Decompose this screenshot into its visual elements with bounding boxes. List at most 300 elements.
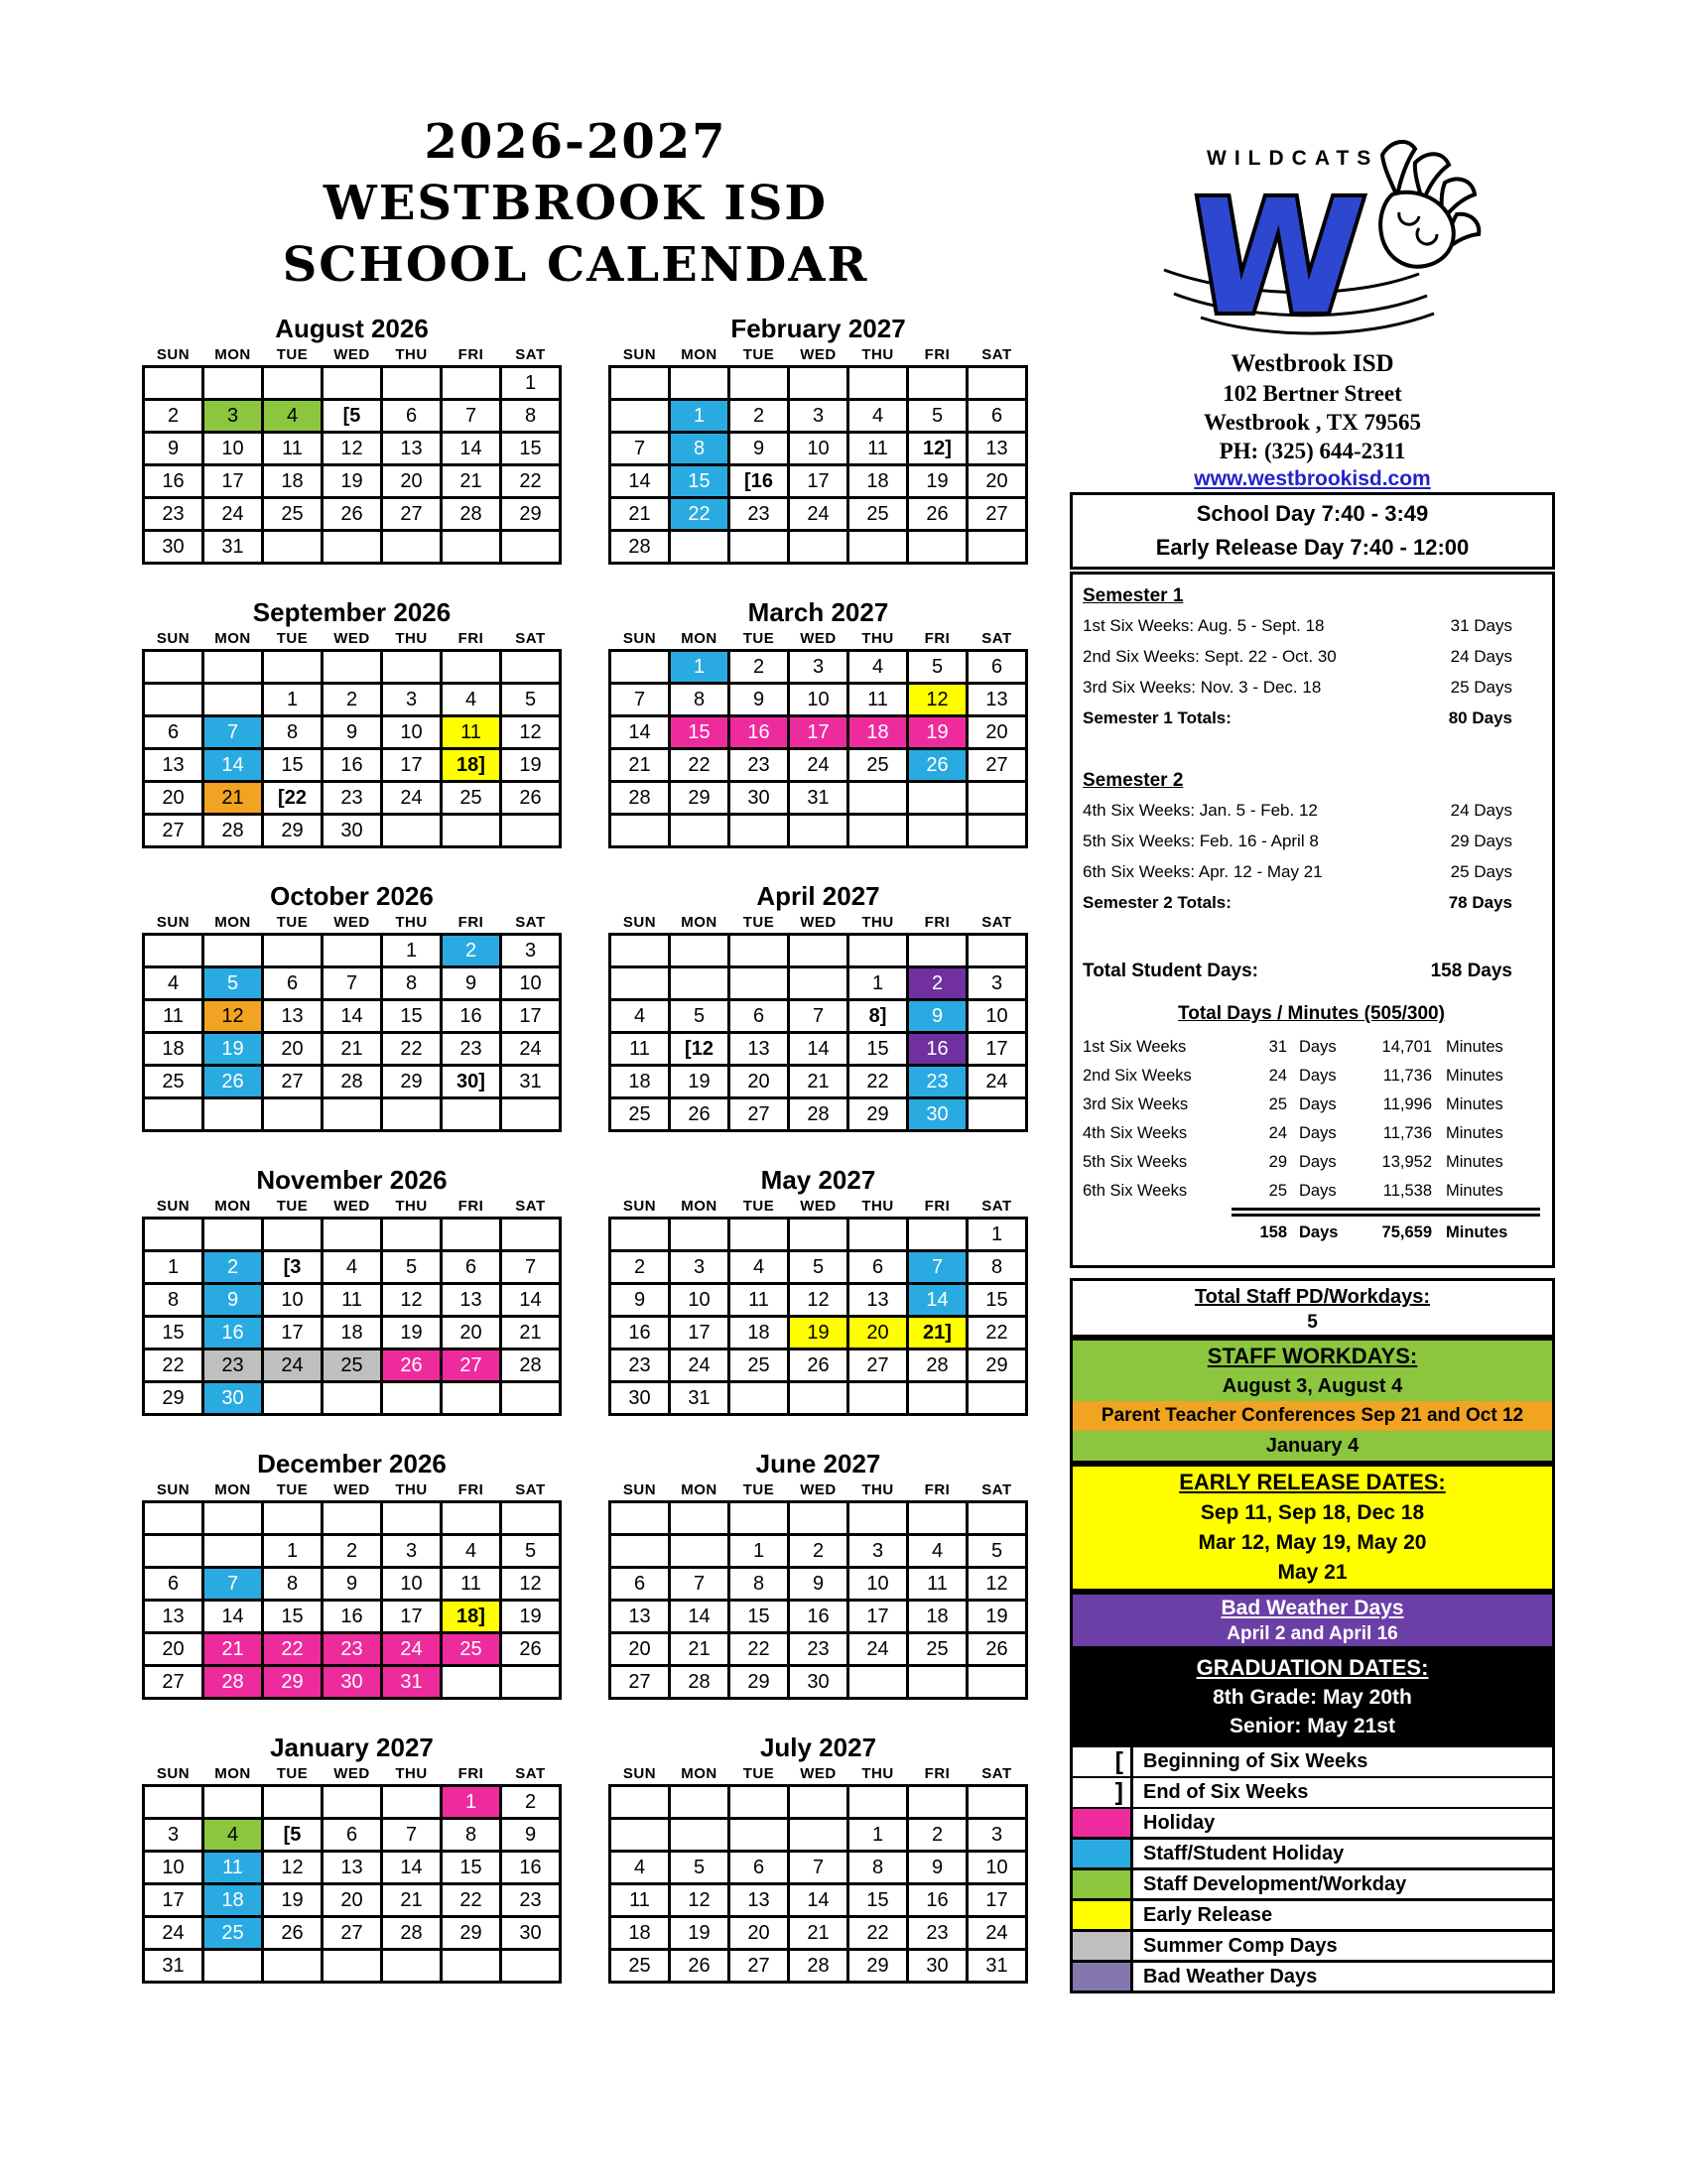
- day-cell: [264, 1951, 321, 1981]
- day-cell: 23: [324, 1634, 380, 1664]
- day-cell: [611, 368, 668, 398]
- day-cell: 11: [611, 1034, 668, 1064]
- weekday-label: FRI: [924, 1765, 951, 1782]
- six-weeks-row: 4th Six Weeks: Jan. 5 - Feb. 12 24 Days: [1083, 801, 1512, 820]
- day-cell: 7: [383, 1820, 440, 1850]
- day-cell: 27: [611, 1667, 668, 1697]
- day-cell: 8: [502, 401, 559, 431]
- day-cell: 20: [730, 1067, 787, 1096]
- day-cell: 30: [324, 816, 380, 845]
- day-cell: 28: [611, 532, 668, 562]
- month-calendar: [608, 314, 1028, 567]
- month-calendar: [608, 1449, 1028, 1702]
- day-cell: 4: [443, 1536, 499, 1566]
- day-cell: 19: [204, 1034, 261, 1064]
- day-cell: 26: [502, 1634, 559, 1664]
- weekday-label: TUE: [742, 1198, 775, 1215]
- day-cell: 2: [790, 1536, 846, 1566]
- day-cell: 12: [383, 1285, 440, 1315]
- day-cell: [264, 1220, 321, 1249]
- day-cell: 8: [671, 685, 727, 714]
- day-cell: [3: [264, 1252, 321, 1282]
- day-cell: [849, 532, 906, 562]
- day-cell: 15: [264, 750, 321, 780]
- semester-total-value: 78 Days: [1448, 893, 1512, 912]
- day-cell: [790, 936, 846, 965]
- day-cell: 23: [909, 1918, 966, 1948]
- weekday-label: WED: [800, 1198, 837, 1215]
- day-cell: 14: [790, 1885, 846, 1915]
- weekday-label: MON: [214, 914, 251, 931]
- day-cell: 2: [611, 1252, 668, 1282]
- day-cell: 25: [443, 783, 499, 813]
- claw-icon: [1380, 142, 1479, 267]
- weekday-label: WED: [333, 1481, 370, 1498]
- weekday-label: FRI: [457, 914, 484, 931]
- day-cell: 10: [969, 1001, 1025, 1031]
- day-cell: 25: [443, 1634, 499, 1664]
- day-cell: 19: [324, 466, 380, 496]
- day-cell: 3: [969, 1820, 1025, 1850]
- day-cell: 5: [502, 1536, 559, 1566]
- semester-1-section: [1083, 582, 1540, 733]
- day-cell: 31: [790, 783, 846, 813]
- day-cell: [502, 1220, 559, 1249]
- month-grid: [608, 1784, 1028, 1984]
- weekday-label: SUN: [622, 1765, 657, 1782]
- day-cell: 27: [145, 1667, 201, 1697]
- semester-total-label: Semester 2 Totals:: [1083, 893, 1232, 912]
- spacer: [1083, 918, 1540, 956]
- day-cell: 26: [969, 1634, 1025, 1664]
- month-grid: [608, 649, 1028, 848]
- day-cell: 8: [383, 968, 440, 998]
- day-cell: [16: [730, 466, 787, 496]
- box-line: Sep 11, Sep 18, Dec 18: [1200, 1501, 1425, 1524]
- day-cell: 5: [671, 1853, 727, 1882]
- day-cell: 28: [324, 1067, 380, 1096]
- legend-color-swatch: [1073, 1963, 1130, 1991]
- total-minutes-word: Minutes: [1446, 1223, 1508, 1241]
- day-cell: 20: [849, 1318, 906, 1348]
- day-cell: 29: [671, 783, 727, 813]
- semester-total-row: [1083, 703, 1540, 733]
- day-cell: 20: [264, 1034, 321, 1064]
- day-cell: [502, 1503, 559, 1533]
- day-cell: 9: [909, 1853, 966, 1882]
- day-cell: 15: [443, 1853, 499, 1882]
- weekday-label: TUE: [276, 1481, 309, 1498]
- staff-workdays-dates: August 3, August 4: [1222, 1375, 1403, 1397]
- day-cell: 12: [502, 717, 559, 747]
- day-cell: 19: [383, 1318, 440, 1348]
- day-cell: 24: [383, 783, 440, 813]
- day-cell: [909, 532, 966, 562]
- day-cell: [730, 1820, 787, 1850]
- day-cell: 13: [730, 1885, 787, 1915]
- day-cell: 23: [145, 499, 201, 529]
- legend-label: Summer Comp Days: [1133, 1932, 1552, 1960]
- weekday-label: WED: [800, 914, 837, 931]
- day-cell: [383, 816, 440, 845]
- weekday-label: THU: [861, 1765, 894, 1782]
- day-cell: 24: [264, 1350, 321, 1380]
- weekday-label: THU: [395, 914, 428, 931]
- day-cell: 30: [611, 1383, 668, 1413]
- day-cell: 31: [671, 1383, 727, 1413]
- day-cell: 26: [502, 783, 559, 813]
- day-cell: 21: [611, 499, 668, 529]
- day-cell: 28: [383, 1918, 440, 1948]
- day-cell: 14: [671, 1602, 727, 1631]
- school-day-hours: School Day 7:40 - 3:49: [1196, 501, 1429, 526]
- day-cell: [145, 368, 201, 398]
- weekday-label: TUE: [276, 1198, 309, 1215]
- day-cell: [443, 1503, 499, 1533]
- day-cell: 16: [324, 1602, 380, 1631]
- day-cell: 2: [324, 685, 380, 714]
- day-cell: 1: [730, 1536, 787, 1566]
- day-cell: 18: [611, 1067, 668, 1096]
- day-cell: 11: [730, 1285, 787, 1315]
- day-cell: 7: [324, 968, 380, 998]
- day-cell: 10: [264, 1285, 321, 1315]
- legend-color-swatch: [1073, 1870, 1130, 1898]
- day-cell: 12: [790, 1285, 846, 1315]
- month-grid: [142, 365, 562, 565]
- day-cell: 7: [443, 401, 499, 431]
- day-cell: [611, 816, 668, 845]
- box-line: May 21: [1277, 1561, 1348, 1584]
- day-cell: 29: [502, 499, 559, 529]
- day-cell: 17: [383, 750, 440, 780]
- day-cell: 10: [145, 1853, 201, 1882]
- logo-w-letter: W: [1183, 167, 1369, 343]
- legend-row: [1073, 1932, 1552, 1960]
- day-cell: 16: [730, 717, 787, 747]
- day-cell: 16: [611, 1318, 668, 1348]
- weekday-label: TUE: [276, 1765, 309, 1782]
- day-cell: 5: [383, 1252, 440, 1282]
- month-title: October 2026: [270, 881, 434, 911]
- legend-row: [1073, 1778, 1552, 1806]
- dm-rows: [1083, 1033, 1540, 1206]
- day-cell: 5: [969, 1536, 1025, 1566]
- legend-label: End of Six Weeks: [1133, 1778, 1552, 1807]
- day-cell: 28: [204, 816, 261, 845]
- day-cell: 6: [969, 401, 1025, 431]
- day-cell: [324, 368, 380, 398]
- day-cell: 1: [671, 401, 727, 431]
- day-cell: [324, 1099, 380, 1129]
- day-cell: 1: [849, 1820, 906, 1850]
- days-minutes-row: 5th Six Weeks 29 Days 13,952 Minutes: [1083, 1153, 1503, 1171]
- day-cell: 18: [611, 1918, 668, 1948]
- day-cell: [790, 1383, 846, 1413]
- day-cell: [849, 1503, 906, 1533]
- early-release-dates: [1073, 1498, 1552, 1588]
- day-cell: [443, 368, 499, 398]
- day-cell: [909, 936, 966, 965]
- day-cell: 1: [969, 1220, 1025, 1249]
- weekday-header: [608, 1764, 1028, 1783]
- day-cell: 19: [671, 1067, 727, 1096]
- day-cell: 11: [849, 685, 906, 714]
- day-cell: [611, 1820, 668, 1850]
- weekday-label: FRI: [457, 630, 484, 647]
- legend-bracket-symbol: [: [1073, 1747, 1130, 1776]
- day-cell: 13: [849, 1285, 906, 1315]
- weekday-label: FRI: [924, 914, 951, 931]
- wildcats-logo: [1159, 133, 1487, 343]
- day-cell: [849, 936, 906, 965]
- day-cell: [264, 936, 321, 965]
- weekday-label: FRI: [924, 630, 951, 647]
- day-cell: 25: [909, 1634, 966, 1664]
- day-cell: 14: [909, 1285, 966, 1315]
- day-cell: 15: [671, 717, 727, 747]
- month-grid: [608, 365, 1028, 565]
- day-cell: 2: [909, 1820, 966, 1850]
- day-cell: 8: [730, 1569, 787, 1599]
- legend-row: [1073, 1809, 1552, 1837]
- day-cell: 8: [671, 434, 727, 463]
- month-title: July 2027: [759, 1733, 877, 1762]
- day-cell: 22: [730, 1634, 787, 1664]
- day-cell: 18: [204, 1885, 261, 1915]
- legend-color-swatch: [1073, 1809, 1130, 1837]
- day-cell: 10: [383, 1569, 440, 1599]
- day-cell: 31: [969, 1951, 1025, 1981]
- day-cell: 19: [671, 1918, 727, 1948]
- day-cell: 17: [671, 1318, 727, 1348]
- day-cell: [969, 1667, 1025, 1697]
- day-cell: 4: [611, 1001, 668, 1031]
- day-cell: 19: [909, 717, 966, 747]
- day-cell: [204, 652, 261, 682]
- day-cell: 13: [324, 1853, 380, 1882]
- legend-color-swatch: [1073, 1932, 1130, 1960]
- day-cell: 15: [730, 1602, 787, 1631]
- day-cell: 7: [790, 1853, 846, 1882]
- weekday-label: WED: [800, 630, 837, 647]
- day-cell: [264, 1787, 321, 1817]
- day-cell: 30: [909, 1951, 966, 1981]
- day-cell: [909, 816, 966, 845]
- day-cell: 1: [671, 652, 727, 682]
- weekday-label: SAT: [515, 1481, 546, 1498]
- day-cell: 31: [383, 1667, 440, 1697]
- legend-label: Staff/Student Holiday: [1133, 1840, 1552, 1867]
- day-cell: 9: [730, 685, 787, 714]
- weekday-header: [608, 1480, 1028, 1499]
- day-cell: 24: [145, 1918, 201, 1948]
- six-weeks-row: 5th Six Weeks: Feb. 16 - April 8 29 Days: [1083, 832, 1512, 850]
- weekday-header: [142, 913, 562, 932]
- day-cell: 29: [443, 1918, 499, 1948]
- day-cell: 27: [324, 1918, 380, 1948]
- day-cell: 6: [145, 1569, 201, 1599]
- day-cell: 4: [730, 1252, 787, 1282]
- day-cell: 2: [443, 936, 499, 965]
- day-cell: 24: [969, 1918, 1025, 1948]
- weekday-label: MON: [681, 1765, 717, 1782]
- day-cell: [22: [264, 783, 321, 813]
- day-cell: [383, 1787, 440, 1817]
- day-cell: 6: [969, 652, 1025, 682]
- day-cell: 2: [324, 1536, 380, 1566]
- weekday-label: MON: [214, 1765, 251, 1782]
- day-cell: 1: [502, 368, 559, 398]
- day-cell: 12: [969, 1569, 1025, 1599]
- weekday-label: THU: [395, 346, 428, 363]
- day-cell: 14: [611, 717, 668, 747]
- weekday-label: MON: [681, 1481, 717, 1498]
- day-cell: 23: [611, 1350, 668, 1380]
- day-cell: 1: [264, 685, 321, 714]
- day-cell: 27: [383, 499, 440, 529]
- weekday-label: THU: [861, 914, 894, 931]
- weekday-label: MON: [214, 1198, 251, 1215]
- day-cell: 19: [909, 466, 966, 496]
- day-cell: [324, 936, 380, 965]
- weekday-label: FRI: [457, 1765, 484, 1782]
- day-cell: 9: [443, 968, 499, 998]
- semester-total-row: [1083, 887, 1540, 918]
- day-cell: 26: [671, 1099, 727, 1129]
- day-cell: [671, 936, 727, 965]
- weekday-label: MON: [681, 346, 717, 363]
- parent-teacher-conferences: Parent Teacher Conferences Sep 21 and Oct 12: [1073, 1401, 1552, 1431]
- day-cell: 31: [145, 1951, 201, 1981]
- day-cell: 24: [204, 499, 261, 529]
- day-cell: 12: [264, 1853, 321, 1882]
- day-cell: 9: [324, 717, 380, 747]
- day-cell: 21: [611, 750, 668, 780]
- day-cell: 12: [502, 1569, 559, 1599]
- day-cell: 10: [204, 434, 261, 463]
- weekday-label: SUN: [156, 630, 191, 647]
- month-calendar: [608, 597, 1028, 850]
- weekday-label: THU: [861, 346, 894, 363]
- day-cell: 11: [443, 717, 499, 747]
- month-title: February 2027: [730, 314, 906, 343]
- day-cell: [611, 1503, 668, 1533]
- day-cell: 17: [790, 717, 846, 747]
- day-cell: [443, 1667, 499, 1697]
- day-cell: [443, 1383, 499, 1413]
- day-cell: [145, 1787, 201, 1817]
- day-cell: [383, 532, 440, 562]
- day-cell: 7: [204, 717, 261, 747]
- day-cell: [730, 1383, 787, 1413]
- spacer: [1083, 733, 1540, 767]
- month-title: January 2027: [270, 1733, 434, 1762]
- day-cell: [383, 1383, 440, 1413]
- day-cell: [443, 1099, 499, 1129]
- day-cell: 23: [324, 783, 380, 813]
- page-title: [139, 111, 1012, 296]
- day-cell: 10: [849, 1569, 906, 1599]
- day-cell: 4: [264, 401, 321, 431]
- days-minutes-row: 1st Six Weeks 31 Days 14,701 Minutes: [1083, 1038, 1503, 1056]
- day-cell: 20: [383, 466, 440, 496]
- day-cell: [264, 532, 321, 562]
- day-cell: [383, 1220, 440, 1249]
- website-link[interactable]: www.westbrookisd.com: [1194, 467, 1431, 490]
- day-cell: 9: [611, 1285, 668, 1315]
- six-weeks-row: 3rd Six Weeks: Nov. 3 - Dec. 18 25 Days: [1083, 678, 1512, 697]
- days-minutes-total-row: [1083, 1217, 1540, 1248]
- day-cell: 27: [730, 1099, 787, 1129]
- day-cell: 17: [790, 466, 846, 496]
- semester-2-section: [1083, 767, 1540, 918]
- weekday-label: FRI: [457, 1198, 484, 1215]
- month-title: March 2027: [747, 597, 889, 627]
- day-cell: [790, 1503, 846, 1533]
- day-cell: 6: [849, 1252, 906, 1282]
- day-cell: [443, 652, 499, 682]
- day-cell: 5: [502, 685, 559, 714]
- weekday-label: TUE: [742, 1765, 775, 1782]
- month-calendar: [142, 314, 562, 567]
- day-cell: 16: [790, 1602, 846, 1631]
- day-cell: 1: [383, 936, 440, 965]
- day-cell: 27: [969, 499, 1025, 529]
- day-cell: [443, 532, 499, 562]
- day-cell: [969, 1787, 1025, 1817]
- day-cell: 13: [264, 1001, 321, 1031]
- day-cell: 3: [383, 685, 440, 714]
- day-cell: 18: [730, 1318, 787, 1348]
- day-cell: 8: [264, 717, 321, 747]
- day-cell: 22: [383, 1034, 440, 1064]
- day-cell: 2: [204, 1252, 261, 1282]
- day-cell: [909, 1787, 966, 1817]
- semester-panel: [1070, 572, 1555, 1268]
- weekday-label: SUN: [156, 346, 191, 363]
- day-cell: 29: [730, 1667, 787, 1697]
- day-cell: [790, 1787, 846, 1817]
- day-cell: 6: [264, 968, 321, 998]
- legend-row: [1073, 1963, 1552, 1991]
- weekday-label: THU: [395, 1481, 428, 1498]
- day-cell: 1: [145, 1252, 201, 1282]
- staff-pd-box: [1070, 1278, 1555, 1338]
- day-cell: [383, 1951, 440, 1981]
- day-cell: 26: [671, 1951, 727, 1981]
- day-cell: [324, 1787, 380, 1817]
- weekday-label: MON: [681, 1198, 717, 1215]
- day-cell: 3: [145, 1820, 201, 1850]
- day-cell: 29: [145, 1383, 201, 1413]
- day-cell: 21: [204, 1634, 261, 1664]
- day-cell: 10: [790, 685, 846, 714]
- day-cell: [849, 1383, 906, 1413]
- box-line: Senior: May 21st: [1230, 1715, 1395, 1737]
- day-cell: [909, 1220, 966, 1249]
- day-cell: [502, 652, 559, 682]
- legend-color-swatch: [1073, 1840, 1130, 1867]
- weekday-label: WED: [333, 630, 370, 647]
- day-cell: [324, 1503, 380, 1533]
- day-cell: 4: [443, 685, 499, 714]
- day-cell: 24: [671, 1350, 727, 1380]
- day-cell: 11: [264, 434, 321, 463]
- early-release-box: [1070, 1464, 1555, 1592]
- day-cell: [730, 936, 787, 965]
- day-cell: 22: [264, 1634, 321, 1664]
